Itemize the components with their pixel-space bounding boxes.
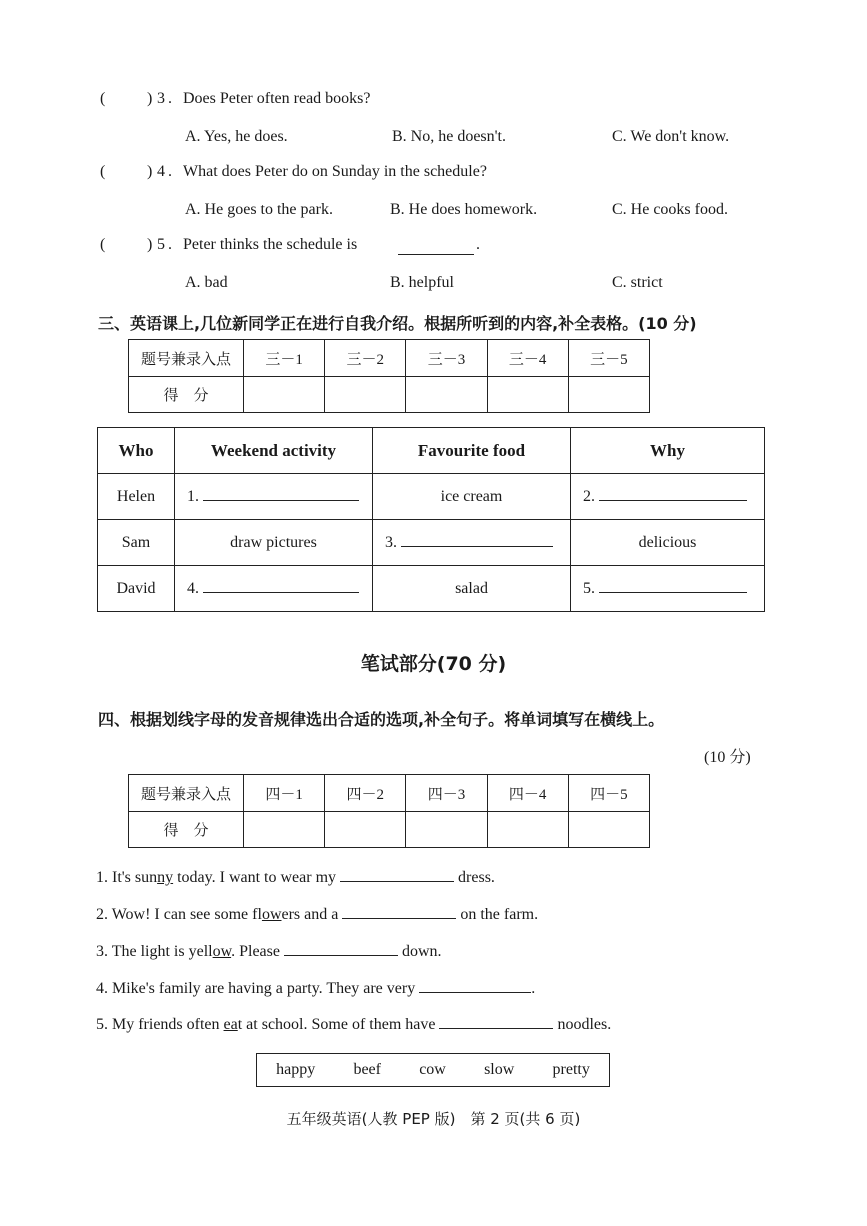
score-header: 四－4	[487, 775, 568, 812]
col-who: Who	[98, 428, 175, 474]
score-header: 三－5	[568, 340, 649, 377]
sentence-2: 2. Wow! I can see some flowers and a on the farm.	[96, 906, 539, 923]
section4-points: (10 分)	[704, 749, 751, 766]
word-option: cow	[419, 1061, 446, 1078]
answer-blank[interactable]	[203, 592, 359, 593]
sentence-5: 5. My friends often eat at school. Some of them have noodles.	[96, 1016, 612, 1033]
food-cell: salad	[373, 566, 571, 612]
answer-blank[interactable]	[599, 592, 747, 593]
answer-paren-close: )	[147, 90, 153, 107]
answer-blank[interactable]	[284, 955, 398, 956]
score-header: 四－2	[325, 775, 406, 812]
word-option: beef	[353, 1061, 381, 1078]
score-cell[interactable]	[487, 377, 568, 413]
table-row	[98, 474, 765, 520]
answer-blank[interactable]	[439, 1028, 553, 1029]
option-a: A. bad	[185, 274, 228, 291]
question-number: 3	[157, 90, 165, 107]
question-text: What does Peter do on Sunday in the schedule?	[183, 163, 487, 180]
score-cell[interactable]	[568, 812, 649, 848]
option-b: B. No, he doesn't.	[392, 128, 506, 145]
activity-cell[interactable]: 1.	[175, 474, 373, 520]
score-cell[interactable]	[244, 812, 325, 848]
score-cell[interactable]	[406, 377, 487, 413]
answer-paren[interactable]: (	[100, 90, 106, 107]
answer-blank[interactable]	[203, 500, 359, 501]
score-header: 四－1	[244, 775, 325, 812]
score-cell[interactable]	[325, 377, 406, 413]
answer-blank[interactable]	[340, 881, 454, 882]
option-c: C. strict	[612, 274, 663, 291]
activity-cell[interactable]: 4.	[175, 566, 373, 612]
col-food: Favourite food	[373, 428, 571, 474]
score-cell[interactable]	[568, 377, 649, 413]
intro-table	[97, 427, 765, 612]
word-bank	[256, 1053, 610, 1087]
who-cell: Sam	[98, 520, 175, 566]
why-cell[interactable]: 5.	[571, 566, 765, 612]
option-a: A. Yes, he does.	[185, 128, 288, 145]
score-cell[interactable]	[325, 812, 406, 848]
col-activity: Weekend activity	[175, 428, 373, 474]
section4-title: 四、根据划线字母的发音规律选出合适的选项,补全句子。将单词填写在横线上。	[98, 710, 665, 729]
score-header: 题号兼录入点	[129, 340, 244, 377]
col-why: Why	[571, 428, 765, 474]
option-a: A. He goes to the park.	[185, 201, 333, 218]
activity-cell: draw pictures	[175, 520, 373, 566]
answer-paren[interactable]: (	[100, 236, 106, 253]
question-text: Does Peter often read books?	[183, 90, 371, 107]
score-header: 三－2	[325, 340, 406, 377]
answer-paren[interactable]: (	[100, 163, 106, 180]
option-c: C. He cooks food.	[612, 201, 728, 218]
score-header: 四－5	[568, 775, 649, 812]
answer-blank[interactable]	[599, 500, 747, 501]
sentence-1: 1. It's sunny today. I want to wear my dress.	[96, 869, 495, 886]
answer-blank[interactable]	[419, 992, 531, 993]
table-row	[98, 520, 765, 566]
score-header: 三－4	[487, 340, 568, 377]
score-cell[interactable]	[244, 377, 325, 413]
answer-paren-close: )	[147, 163, 153, 180]
who-cell: David	[98, 566, 175, 612]
score-cell[interactable]	[406, 812, 487, 848]
section3-title: 三、英语课上,几位新同学正在进行自我介绍。根据所听到的内容,补全表格。(10 分)	[98, 314, 697, 333]
question-text: Peter thinks the schedule is	[183, 236, 358, 253]
answer-paren-close: )	[147, 236, 153, 253]
answer-blank[interactable]	[398, 238, 474, 255]
sentence-4: 4. Mike's family are having a party. They are very .	[96, 980, 536, 997]
word-option: slow	[484, 1061, 515, 1078]
page-footer: 五年级英语(人教 PEP 版) 第 2 页(共 6 页)	[286, 1110, 581, 1128]
table-row	[98, 566, 765, 612]
score-cell[interactable]	[487, 812, 568, 848]
word-option: pretty	[552, 1061, 590, 1078]
section3-score-table	[128, 339, 650, 413]
score-header: 四－3	[406, 775, 487, 812]
sentence-3: 3. The light is yellow. Please down.	[96, 943, 442, 960]
score-header: 三－1	[244, 340, 325, 377]
why-cell: delicious	[571, 520, 765, 566]
score-label: 得 分	[129, 812, 244, 848]
why-cell[interactable]: 2.	[571, 474, 765, 520]
answer-blank[interactable]	[342, 918, 456, 919]
score-header: 题号兼录入点	[129, 775, 244, 812]
option-b: B. He does homework.	[390, 201, 538, 218]
option-c: C. We don't know.	[612, 128, 730, 145]
question-number: 4	[157, 163, 165, 180]
word-option: happy	[276, 1061, 316, 1078]
score-header: 三－3	[406, 340, 487, 377]
section4-score-table	[128, 774, 650, 848]
written-part-title: 笔试部分(70 分)	[360, 653, 507, 675]
question-number: 5	[157, 236, 165, 253]
who-cell: Helen	[98, 474, 175, 520]
answer-blank[interactable]	[401, 546, 553, 547]
option-b: B. helpful	[390, 274, 454, 291]
score-label: 得 分	[129, 377, 244, 413]
food-cell: ice cream	[373, 474, 571, 520]
food-cell[interactable]: 3.	[373, 520, 571, 566]
